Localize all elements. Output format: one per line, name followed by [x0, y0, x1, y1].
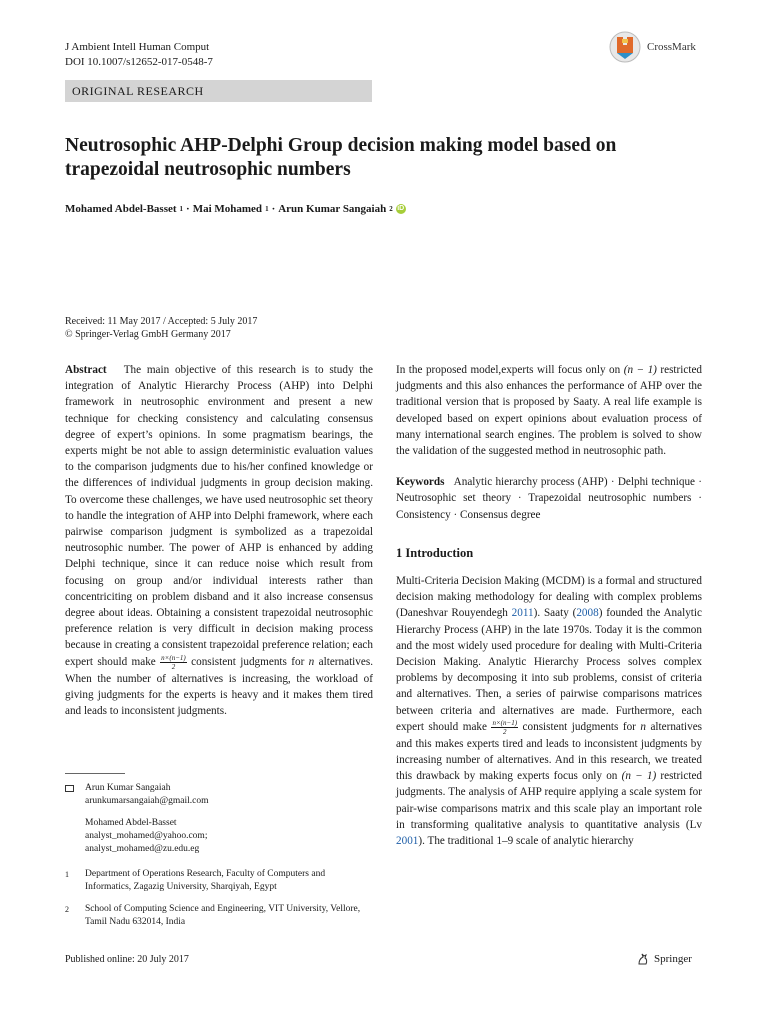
abstract-text: restricted judgments and this also enhances the performance of AHP over the traditional version that is proposed by Saaty. A real life example is developed based on expert opinions about evaluation process of many international search engines. The problem is solved to show the validation of the suggested method in neutrosophic path.: [396, 364, 703, 458]
intro-text: restricted judgments. The analysis of AHP require applying a scale system for pair-wise comparisons matrix and this scale play an important role in transforming qualitative analysis to quantitative analysis (Lv: [396, 770, 703, 831]
section-heading-introduction: 1 Introduction: [396, 545, 474, 560]
affiliation-1: [65, 868, 365, 894]
envelope-wrapper: [65, 782, 73, 856]
abstract-text: The main objective of this research is to study the integration of Analytic Hierarchy Process (AHP) into Delphi framework in neutrosophic environment and present a new technique for checking consistency and calculating consensus degree of expert’s opinions. In some pragmatism bearings, the experts might be not able to assign deterministic evaluation values to the comparison judgments due to his/her confined knowledge or the differences of individual judgments in group decision making. To overcome these challenges, we have used neutrosophic set theory to handle the integration of AHP into Delphi framework, where each pairwise comparison judgment is symbolized as a trapezoidal neutrosophic number. The power of AHP is enhanced by adding Delphi technique, since it can reduce noise which result from focusing on group and/or individual interests rather than concentriciting on problem disband and it also increase consensus degree about ideas. Obtaining a consistent trapezoidal neutrosophic preference relation is very difficult in decision making process because in creating a consistent trapezoidal preference relation; each expert should make: [65, 364, 373, 668]
author-separator: ·: [186, 203, 190, 215]
corresponding-author: [65, 782, 365, 856]
envelope-icon: [65, 785, 74, 792]
introduction-paragraph: [396, 573, 702, 849]
spacer: [65, 894, 365, 903]
orcid-icon[interactable]: iD: [397, 205, 405, 212]
abstract-text: alternatives. When the number of alternatives is increasing, the workload of giving judgments for the experts is heavy and it makes them tired and leads to inconsistent judgments.: [65, 655, 373, 718]
keywords-text: Analytic hierarchy process (AHP) · Delphi technique · Neutrosophic set theory · Trapezoidal neutrosophic numbers · Consistency · Consensus degree: [396, 476, 703, 521]
fraction-numerator: n×(n−1): [492, 718, 518, 727]
affiliation-2: [65, 903, 365, 929]
article-type-banner: ORIGINAL RESEARCH: [65, 80, 372, 102]
crossmark-icon: [609, 31, 641, 63]
abstract-text: consistent judgments for: [191, 655, 305, 668]
fraction-denominator: 2: [171, 662, 176, 671]
intro-text: ) founded the Analytic Hierarchy Process (AHP) in the late 1970s. Today it is the common and the most widely used procedure for dealing with Multi-Criteria Decision Making. Analytic Hierarchy Process solves complex problems by decomposing it into sub problems, consist of criteria and alternatives. Then, a series of pairwise comparisons matrices between criteria and alternatives are made. Furthermore, each expert should make: [396, 607, 702, 733]
author-list: [65, 203, 406, 215]
affiliation-mark: 2: [65, 905, 69, 914]
citation-link[interactable]: 2008: [576, 607, 599, 620]
abstract-paragraph: [65, 362, 373, 719]
paper-title: Neutrosophic AHP-Delphi Group decision making model based on trapezoidal neutrosophic numbers: [65, 135, 617, 180]
abstract-continuation: [396, 362, 702, 459]
publisher-logo: [636, 952, 692, 966]
journal-header: [65, 40, 213, 70]
footnote-divider: [65, 773, 125, 774]
spacer: [65, 856, 365, 868]
math-variable: n: [640, 720, 646, 733]
citation-link[interactable]: 2001: [396, 835, 419, 848]
abstract-text: In the proposed model,experts will focus only on: [396, 364, 621, 376]
keywords-label: Keywords: [396, 476, 445, 489]
citation-link[interactable]: 2011: [511, 607, 534, 620]
received-accepted: Received: 11 May 2017 / Accepted: 5 July 2017: [65, 316, 258, 327]
author-name[interactable]: Arun Kumar Sangaiah: [278, 203, 387, 215]
author-separator: ·: [271, 203, 276, 215]
contact-name: Mohamed Abdel-Basset: [85, 818, 177, 828]
published-online: Published online: 20 July 2017: [65, 954, 189, 965]
intro-text: Multi-Criteria Decision Making (MCDM) is a formal and structured decision making methodology for dealing with complex problems (Daneshvar Rouyendegh: [396, 575, 702, 620]
affiliation-text: Department of Operations Research, Faculty of Computers and Informatics, Zagazig University, Sharqiyah, Egypt: [85, 869, 326, 892]
fraction: [160, 654, 187, 671]
author-affiliation-mark: 1: [265, 205, 269, 213]
author-name[interactable]: Mai Mohamed: [192, 203, 263, 215]
crossmark-label: CrossMark: [647, 41, 696, 53]
intro-text: ). The traditional 1–9 scale of analytic hierarchy: [418, 835, 634, 848]
doi[interactable]: DOI 10.1007/s12652-017-0548-7: [65, 56, 213, 68]
springer-horse-icon: [636, 952, 650, 966]
math-expression: (n − 1): [623, 364, 657, 376]
intro-text: consistent judgments for: [522, 720, 636, 733]
author-name[interactable]: Mohamed Abdel-Basset: [65, 203, 177, 215]
keywords: [396, 474, 702, 523]
contact-name: Arun Kumar Sangaiah: [85, 783, 171, 793]
fraction-denominator: 2: [503, 727, 507, 736]
contact-email[interactable]: arunkumarsangaiah@gmail.com: [85, 796, 209, 806]
intro-text: alternatives and this makes experts tired and leads to inconsistent judgments by increasing number of alternatives. And in this research, we treated this drawback by making experts focus only on: [396, 720, 703, 783]
journal-name: J Ambient Intell Human Comput: [65, 41, 210, 53]
author-affiliation-mark: 1: [179, 205, 184, 213]
abstract-label: Abstract: [65, 364, 107, 376]
publication-dates: [65, 315, 257, 341]
math-expression: (n − 1): [621, 770, 657, 783]
affiliation-text: School of Computing Science and Engineering, VIT University, Vellore, Tamil Nadu 632014, India: [85, 904, 361, 927]
crossmark-badge[interactable]: [609, 31, 696, 63]
footnotes: [65, 782, 365, 929]
author-affiliation-mark: 2: [389, 205, 393, 213]
fraction: [491, 719, 518, 736]
fraction-numerator: n×(n−1): [161, 653, 186, 662]
contact-email[interactable]: analyst_mohamed@yahoo.com;: [85, 831, 208, 841]
math-variable: n: [308, 655, 315, 668]
abstract: [65, 362, 373, 719]
copyright: © Springer-Verlag GmbH Germany 2017: [65, 329, 231, 340]
right-column: [396, 362, 702, 849]
affiliation-mark: 1: [65, 870, 69, 879]
spacer: [85, 808, 209, 817]
intro-text: ). Saaty (: [533, 607, 577, 620]
publisher-name: Springer: [654, 953, 692, 965]
contact-email[interactable]: analyst_mohamed@zu.edu.eg: [85, 844, 200, 854]
contact-block: [85, 782, 209, 856]
